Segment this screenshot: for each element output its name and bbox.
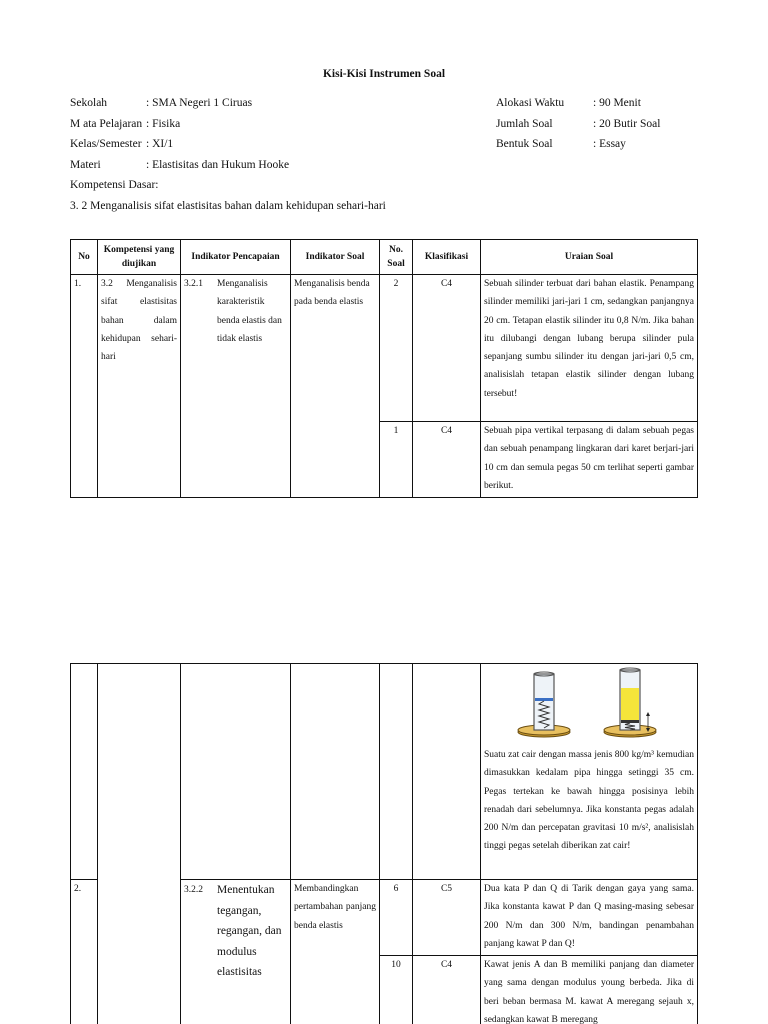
cell-indikator-soal: Menganalisis benda pada benda elastis [291,275,380,498]
indikator-number: 3.2.1 [184,279,203,289]
cell-indikator-pencapaian [181,880,291,1024]
cell-no-soal: 1 [380,422,413,498]
info-label: Sekolah [70,97,108,109]
indikator-number: 3.2.2 [184,885,203,895]
cell-klasifikasi: C5 [413,880,481,956]
cell-klasifikasi: C4 [413,275,481,422]
cell-uraian: Dua kata P dan Q di Tarik dengan gaya yang sama. Jika konstanta kawat P dan Q masing-masing sebesar 200 N/m dan 300 N/m, bandingan penambahan panjang kawat P dan Q! [481,880,698,956]
header-indikator-pencapaian: Indikator Pencapaian [181,240,291,275]
cell-uraian: Sebuah silinder terbuat dari bahan elastik. Penampang silinder memiliki jari-jari 1 cm, sedangkan panjangnya 20 cm. Tetapan elastik silinder itu 0,8 N/m. Jika bahan itu dilubangi dengan lubang berupa silinder pula sepanjang sumbu silinder itu dengan jari-jari 0,5 cm, analisislah tetapan elastik silinder dengan lubang tersebut! [481,275,698,422]
header-indikator-soal: Indikator Soal [291,240,380,275]
table-row [71,664,698,880]
info-row-materi [70,155,289,176]
cell-indikator-pencapaian [181,275,291,498]
info-value: : Elastisitas dan Hukum Hooke [146,158,290,171]
cell-no-soal: 6 [380,880,413,956]
info-row-sekolah [70,93,289,114]
info-value: : SMA Negeri 1 Ciruas [146,97,253,109]
cell-no: 2. [71,880,98,1024]
table-row [71,275,698,422]
kisi-table-1 [70,239,698,498]
info-label: Materi [70,158,101,171]
info-label: Kelas/Semester [70,138,142,150]
document-title: Kisi-Kisi Instrumen Soal [322,68,446,80]
table-header-row [71,240,698,275]
kisi-table-2 [70,663,698,1024]
uraian-continued-text: Suatu zat cair dengan massa jenis 800 kg/m³ kemudian dimasukkan kedalam pipa hingga setinggi 35 cm. Pegas tertekan ke bawah hingga posisinya lebih renadah dari sebelumnya. Jika konstanta pegas adalah 200 N/m dan percepatan gravitasi 10 m/s², analisislah tinggi pegas setelah diberikan zat cair! [484,750,694,852]
info-label: Bentuk Soal [496,138,553,150]
info-row-waktu [496,93,660,114]
indikator-text: Menentukan tegangan, regangan, dan modulus elastisitas [217,884,282,978]
cell-kompetensi: 3.2 Menganalisis sifat elastisitas bahan dalam kehidupan sehari-hari [98,275,181,498]
spring-pipe-figure [484,664,694,746]
info-value: : 20 Butir Soal [593,117,661,130]
info-label: M ata Pelajaran [70,117,143,130]
cell-no-soal: 2 [380,275,413,422]
cell-kompetensi [98,664,181,1024]
info-row-bentuk [496,134,660,155]
cell-indikator-pencapaian [181,664,291,880]
kompetensi-text: 3. 2 Menganalisis sifat elastisitas bahan dalam kehidupan sehari-hari [70,199,386,212]
info-right [496,93,660,155]
cell-klasifikasi [413,664,481,880]
cell-klasifikasi: C4 [413,956,481,1024]
header-uraian: Uraian Soal [481,240,698,275]
info-value: : Fisika [146,117,181,130]
cell-no-soal [380,664,413,880]
cell-uraian: Kawat jenis A dan B memiliki panjang dan diameter yang sama dengan modulus young berbeda. Jika di beri beban bermasa M. kawat A meregang sejauh x, sedangkan kawat B meregang [481,956,698,1024]
info-label: Jumlah Soal [496,117,553,130]
info-row-jumlah [496,114,660,135]
info-value: : XI/1 [146,138,174,150]
cell-uraian [481,664,698,880]
header-no: No [71,240,98,275]
cell-uraian: Sebuah pipa vertikal terpasang di dalam sebuah pegas dan sebuah penampang lingkaran dari karet berjari-jari 10 cm dan semula pegas 50 cm terlihat seperti gambar berikut. [481,422,698,498]
indikator-text: Menganalisis karakteristik benda elastis dan tidak elastis [217,279,282,344]
info-row-kelas [70,134,289,155]
cell-indikator-soal [291,664,380,880]
cell-no: 1. [71,275,98,498]
kompetensi-dasar [70,175,386,216]
info-label: Alokasi Waktu [496,97,565,109]
header-klasifikasi: Klasifikasi [413,240,481,275]
spring-pipe-illustration [500,666,680,746]
cell-klasifikasi: C4 [413,422,481,498]
cell-no-soal: 10 [380,956,413,1024]
kompetensi-label: Kompetensi Dasar: [70,179,159,191]
info-left [70,93,289,175]
info-value: : Essay [593,138,626,150]
cell-no [71,664,98,880]
cell-indikator-soal: Membandingkan pertambahan panjang benda elastis [291,880,380,1024]
header-no-soal: No. Soal [380,240,413,275]
info-value: : 90 Menit [593,97,641,109]
header-kompetensi: Kompetensi yang diujikan [98,240,181,275]
info-row-mapel [70,114,289,135]
